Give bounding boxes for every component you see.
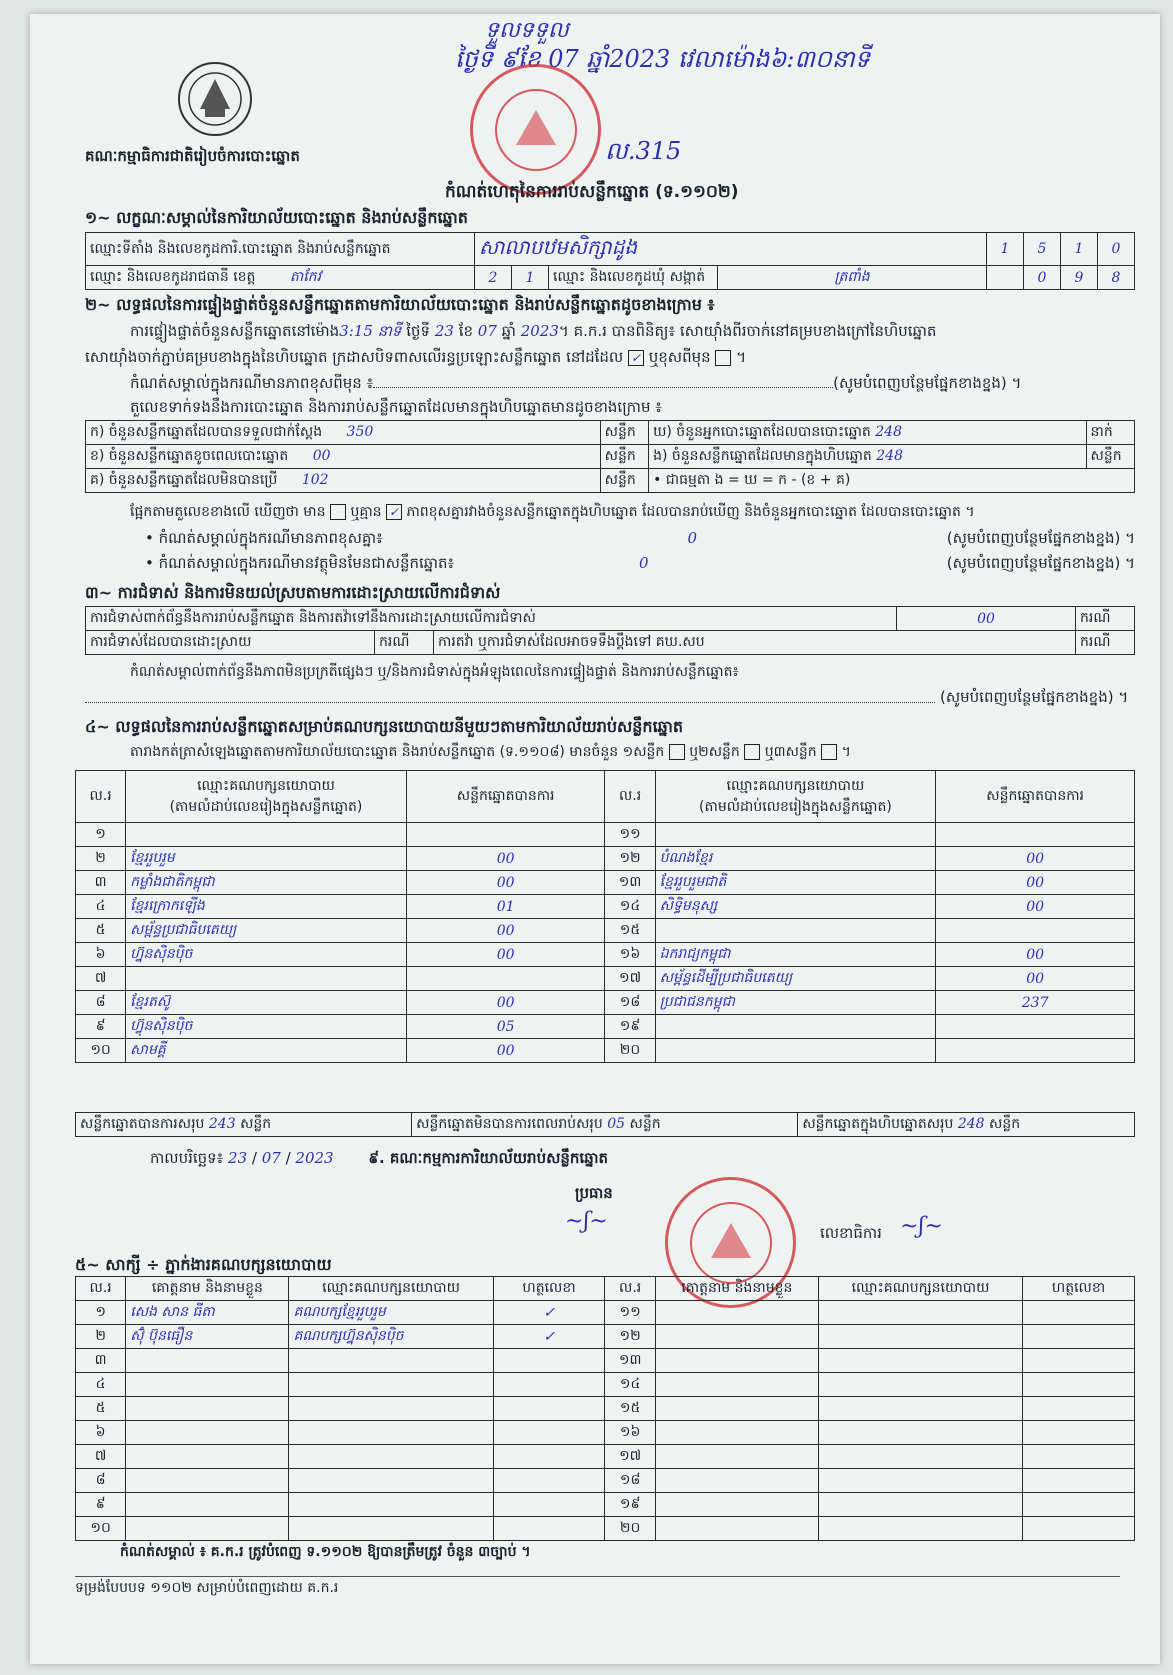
table-row: ៣ ១៣ xyxy=(76,1349,1135,1373)
province-label: ឈ្មោះ និងលេខកូដរាជធានី ខេត្ត xyxy=(90,269,256,285)
province-code-2: 1 xyxy=(512,266,549,290)
table-row: ៩ ហ៊្វុនស៊ិនប៉ិច 05 ១៩ xyxy=(76,1015,1135,1039)
verification-line-2: សោយ៉ាំងចាក់ភ្ជាប់គម្របខាងក្នុងនៃហិបឆ្នោត ក្រដាសបិទពាសលើរន្ធប្រឡោះសន្លឹកឆ្នោត នៅដដែល ✓ ឬខុសពីមុន ។ xyxy=(85,348,747,366)
section2-title: ២~ លទ្ធផលនៃការផ្ទៀងផ្ទាត់ចំនួនសន្លឹកឆ្នោតតាមការិយាល័យបោះឆ្នោត និងរាប់សន្លឹកឆ្នោតដូចខាងក្រោម ៖ xyxy=(85,295,715,314)
objection-table: ការជំទាស់ពាក់ព័ន្ធនឹងការរាប់សន្លឹកឆ្នោត និងការតវ៉ាទៅនឹងការដោះស្រាយលើការជំទាស់ 00 ករណី ការជំទាស់ដែលបានដោះស្រាយ ករណី ការតវ៉ា ឬការជំទាស់ដែលអាចទទឹងប្តឹងទៅ គឃ.សប ករណី xyxy=(85,606,1135,655)
section1-title: ១~ លក្ខណៈសម្គាល់នៃការិយាល័យបោះឆ្នោត និងរាប់សន្លឹកឆ្នោត xyxy=(85,208,468,227)
emblem-icon xyxy=(175,59,255,139)
commune-code-2: 9 xyxy=(1061,266,1098,290)
form-title: កំណត់ហេតុនៃការរាប់សន្លឹកឆ្នោត (ទ.១១០២) xyxy=(445,182,739,202)
commune-code-3: 8 xyxy=(1098,266,1135,290)
form-page xyxy=(30,14,1160,1664)
same-checkbox[interactable]: ✓ xyxy=(628,350,644,366)
commune-value: ត្រពាំង xyxy=(718,266,987,290)
station-code-1: 1 xyxy=(987,233,1024,266)
official-stamp-icon xyxy=(470,64,601,195)
difference-note-line: កំណត់សម្គាល់ក្នុងករណីមានភាពខុសពីមុន ៖ (សូមបំពេញបន្ថែមផ្នែកខាងខ្នង) ។ xyxy=(130,374,1022,392)
count-table xyxy=(85,420,1135,493)
province-value: តាកែវ xyxy=(289,269,322,285)
verify-day: 23 xyxy=(434,322,454,340)
table-row: ៥ ១៥ xyxy=(76,1397,1135,1421)
table-row: ១ ១១ xyxy=(76,823,1135,847)
station-code-2: 5 xyxy=(1024,233,1061,266)
secretary-signature-icon: ~ʃ~ xyxy=(900,1214,943,1239)
table-row: ៤ ខ្មែរក្រោកឡើង 01 ១៤ សិទ្ធិមនុស្ស 00 xyxy=(76,895,1135,919)
table-row: ៨ ខ្មែរតស៊ូ 00 ១៨ ប្រជាជនកម្ពុជា 237 xyxy=(76,991,1135,1015)
table-row: ២ ខ្មែររួបរួម 00 ១២ បំណងខ្មែរ 00 xyxy=(76,847,1135,871)
invalid-total: 05 xyxy=(607,1116,626,1132)
form-note: ទម្រង់បែបបទ ១១០២ សម្រាប់បំពេញដោយ គ.ក.រ xyxy=(75,1580,339,1596)
count-row: ខ) ចំនួនសន្លឹកឆ្នោតខូចពេលបោះឆ្នោត 00 សន្លឹក ង) ចំនួនសន្លឹកឆ្នោតដែលមានក្នុងហិបឆ្នោត 248 សន្លឹក xyxy=(86,445,1135,469)
has-difference-checkbox[interactable] xyxy=(330,504,346,520)
chair-label: ប្រធាន xyxy=(575,1184,613,1202)
resolved-objection-label: ការជំទាស់ដែលបានដោះស្រាយ xyxy=(86,631,375,655)
irregularity-note: កំណត់សម្គាល់ពាក់ព័ន្ធនឹងភាពមិនប្រក្រតីផ្សេងៗ ឬ/និងការជំទាស់ក្នុងអំឡុងពេលនៃការផ្ទៀងផ្ទាត់ និងការរាប់សន្លឹកឆ្នោត៖ xyxy=(130,664,739,680)
table-row: ២ ស៊ុំ ប៊ុនធឿន គណបក្សហ្វ៊ុនស៊ិនប៉ិច ✓ ១២ xyxy=(76,1325,1135,1349)
table-row: ៨ ១៨ xyxy=(76,1469,1135,1493)
no-difference-checkbox[interactable]: ✓ xyxy=(386,504,402,520)
secretary-label: លេខាធិការ xyxy=(820,1224,882,1242)
count-row: ក) ចំនួនសន្លឹកឆ្នោតដែលបានទទួលជាក់ស្តែង 350 សន្លឹក ឃ) ចំនួនអ្នកបោះឆ្នោតដែលបានបោះឆ្នោត 248 នាក់ xyxy=(86,421,1135,445)
table-row: ៦ ហ្វ៊ុនស៊ិនប៉ិច 00 ១៦ ឯករាជ្យកម្ពុជា 00 xyxy=(76,943,1135,967)
station-value: សាលាបឋមសិក្សាដូង xyxy=(479,235,638,259)
station-label: ឈ្មោះទីតាំង និងលេខកូដការិ.បោះឆ្នោត និងរាប់សន្លឹកឆ្នោត xyxy=(86,233,475,266)
verify-time: 3:15 នាទី xyxy=(339,322,402,340)
count-row: គ) ចំនួនសន្លឹកឆ្នោតដែលមិនបានប្រើ 102 សន្លឹក • ជាធម្មតា ង = ឃ = ក - (ខ + គ) xyxy=(86,469,1135,493)
section5-title: ៥~ សាក្សី ÷ ភ្នាក់ងារគណបក្សនយោបាយ xyxy=(75,1255,332,1274)
table-row: ៦ ១៦ xyxy=(76,1421,1135,1445)
commune-code-1: 0 xyxy=(1024,266,1061,290)
date-time-note: ថ្ងៃទី ៩ខែ 07 ឆ្នាំ2023 វេលាម៉ោង៦:៣០នាទី xyxy=(455,45,870,73)
table-row: ១ សេង សាន ធីតា គណបក្សខ្មែររួបរួម ✓ ១១ xyxy=(76,1301,1135,1325)
objection-count: 00 xyxy=(897,607,1076,631)
footer-note: កំណត់សម្គាល់ ៖ គ.ក.រ ត្រូវបំពេញ ទ.១១០២ ឱ្យបានត្រឹមត្រូវ ចំនួន ៣ច្បាប់ ។ xyxy=(120,1544,531,1560)
closing-date: កាលបរិច្ឆេទ៖ 23 / 07 / 2023 ៩. គណៈកម្មការការិយាល័យរាប់សន្លឹកឆ្នោត xyxy=(150,1149,608,1167)
changed-checkbox[interactable] xyxy=(715,350,731,366)
station-info-table xyxy=(85,232,1135,290)
table-row: ៩ ១៩ xyxy=(76,1493,1135,1517)
bullet-difference: • កំណត់សម្គាល់ក្នុងករណីមានភាពខុសគ្នា៖ 0 (សូមបំពេញបន្ថែមផ្នែកខាងខ្នង) ។ xyxy=(145,529,1135,547)
verify-year: 2023 xyxy=(520,322,559,340)
commune-label: ឈ្មោះ និងលេខកូដឃុំ សង្កាត់ xyxy=(549,266,718,290)
compare-line: ផ្អែកតាមតួលេខខាងលើ ឃើញថា មាន ឬគ្មាន ✓ ភាពខុសគ្នារវាងចំនួនសន្លឹកឆ្នោតក្នុងហិបឆ្នោត ដែលបានរាប់ឃើញ និងចំនួនអ្នកបោះឆ្នោត ដែលបានបោះឆ្នោត ។ xyxy=(130,504,975,520)
table-row: ៧ ១៧ សម្ព័ន្ធដើម្បីប្រជាធិបតេយ្យ 00 xyxy=(76,967,1135,991)
section4-intro: តារាងកត់ត្រាសំឡេងឆ្នោតតាមការិយាល័យបោះឆ្នោត និងរាប់សន្លឹកឆ្នោត (ទ.១១០៨) មានចំនួន ១សន្លឹក ឬ២សន្លឹក ឬ៣សន្លឹក ។ xyxy=(130,744,851,760)
witness-table: ល.រ គោត្តនាម និងនាមខ្លួន ឈ្មោះគណបក្សនយោបាយ ហត្ថលេខា ល.រ គោត្តនាម និងនាមខ្លួន ឈ្មោះគណបក្សនយោបាយ ហត្ថលេខា ១ សេង សាន ធីតា គណបក្សខ្មែររួបរួម ✓ ១១ ២ ស៊ុំ ប៊ុនធឿន គណបក្សហ្វ៊ុនស៊ិនប៉ិច ✓ ១២ ៣ ១៣ ៤ ១៤ ៥ ១៥ ៦ ១៦ ៧ ១៧ ៨ ១៨ ៩ ១៩ ១០ ២០ xyxy=(75,1276,1135,1541)
verify-month: 07 xyxy=(477,322,497,340)
table-row: ៣ កម្លាំងជាតិកម្ពុជា 00 ១៣ ខ្មែររួបរួមជាតិ 00 xyxy=(76,871,1135,895)
two-sheet-checkbox[interactable] xyxy=(744,744,760,760)
valid-total: 243 xyxy=(208,1116,236,1132)
section4-title: ៤~ លទ្ធផលនៃការរាប់សន្លឹកឆ្នោតសម្រាប់គណបក្សនយោបាយនីមួយៗតាមការិយាល័យរាប់សន្លឹកឆ្នោត xyxy=(85,717,684,736)
table-row: ១០ ២០ xyxy=(76,1517,1135,1541)
box-total: 248 xyxy=(957,1116,985,1132)
table-row: ៧ ១៧ xyxy=(76,1445,1135,1469)
objection-row-1-label: ការជំទាស់ពាក់ព័ន្ធនឹងការរាប់សន្លឹកឆ្នោត និងការតវ៉ាទៅនឹងការដោះស្រាយលើការជំទាស់ xyxy=(86,607,897,631)
three-sheet-checkbox[interactable] xyxy=(821,744,837,760)
bullet-foreign-object: • កំណត់សម្គាល់ក្នុងករណីមានវត្ថុមិនមែនជាសន្លឹកឆ្នោត៖ 0 (សូមបំពេញបន្ថែមផ្នែកខាងខ្នង) ។ xyxy=(145,554,1135,572)
table-row: ៥ សម្ព័ន្ធប្រជាធិបតេយ្យ 00 ១៥ xyxy=(76,919,1135,943)
totals-table: សន្លឹកឆ្នោតបានការសរុប 243 សន្លឹក សន្លឹកឆ្នោតមិនបានការពេលរាប់សរុប 05 សន្លឹក សន្លឹកឆ្នោតក្នុងហិបឆ្នោតសរុប 248 សន្លឹក xyxy=(75,1112,1135,1137)
verification-line-1: ការផ្ទៀងផ្ទាត់ចំនួនសន្លឹកឆ្នោតនៅម៉ោង3:15 នាទី ថ្ងៃទី 23 ខែ 07 ឆ្នាំ 2023។ គ.ក.រ បានពិនិត្យ៖ សោយ៉ាំងពីរចាក់នៅគម្របខាងក្រៅនៃហិបឆ្នោត xyxy=(130,322,937,340)
appeal-label: ការតវ៉ា ឬការជំទាស់ដែលអាចទទឹងប្តឹងទៅ គឃ.សប xyxy=(434,631,1076,655)
province-code-1: 2 xyxy=(475,266,512,290)
count-intro: តួលេខទាក់ទងនឹងការបោះឆ្នោត និងការរាប់សន្លឹកឆ្នោតដែលមានក្នុងហិបឆ្នោតមានដូចខាងក្រោម ៖ xyxy=(130,398,662,416)
irregularity-fill-hint: (សូមបំពេញបន្ថែមផ្នែកខាងខ្នង) ។ xyxy=(940,688,1129,706)
table-row: ១០ សាមគ្គី 00 ២០ xyxy=(76,1039,1135,1063)
chair-signature-icon: ~ʃ~ xyxy=(565,1209,608,1234)
reference-number: ល.315 xyxy=(605,137,682,165)
one-sheet-checkbox[interactable] xyxy=(669,744,685,760)
authority-name: គណៈកម្មាធិការជាតិរៀបចំការបោះឆ្នោត xyxy=(85,147,300,165)
section3-title: ៣~ ការជំទាស់ និងការមិនយល់ស្របតាមការដោះស្រាយលើការជំទាស់ xyxy=(85,583,501,602)
station-code-3: 1 xyxy=(1061,233,1098,266)
station-code-4: 0 xyxy=(1098,233,1135,266)
received-note: ទួលទទួល xyxy=(485,18,569,43)
table-row: ៤ ១៤ xyxy=(76,1373,1135,1397)
vote-results-table: ល.រ ឈ្មោះគណបក្សនយោបាយ (តាមលំដាប់លេខរៀងក្នុងសន្លឹកឆ្នោត) សន្លឹកឆ្នោតបានការ ល.រ ឈ្មោះគណបក្សនយោបាយ (តាមលំដាប់លេខរៀងក្នុងសន្លឹកឆ្នោត) សន្លឹកឆ្នោតបានការ ១ ១១ ២ ខ្មែររួបរួម 00 ១២ បំណងខ្មែរ 00 ៣ កម្លាំងជាតិកម្ពុជា 00 ១៣ ខ្មែររួបរួមជាតិ 00 ៤ ខ្មែរក្រោកឡើង 01 ១៤ សិទ្ធិមនុស្ស 00 ៥ សម្ព័ន្ធប្រជាធិបតេយ្យ 00 ១៥ ៦ ហ្វ៊ុនស៊ិនប៉ិច 00 ១៦ ឯករាជ្យកម្ពុជា 00 ៧ ១៧ សម្ព័ន្ធដើម្បីប្រជាធិបតេយ្យ 00 ៨ ខ្មែរតស៊ូ 00 ១៨ ប្រជាជនកម្ពុជា 237 ៩ ហ៊្វុនស៊ិនប៉ិច 05 ១៩ ១០ សាមគ្គី 00 ២០ xyxy=(75,770,1135,1063)
